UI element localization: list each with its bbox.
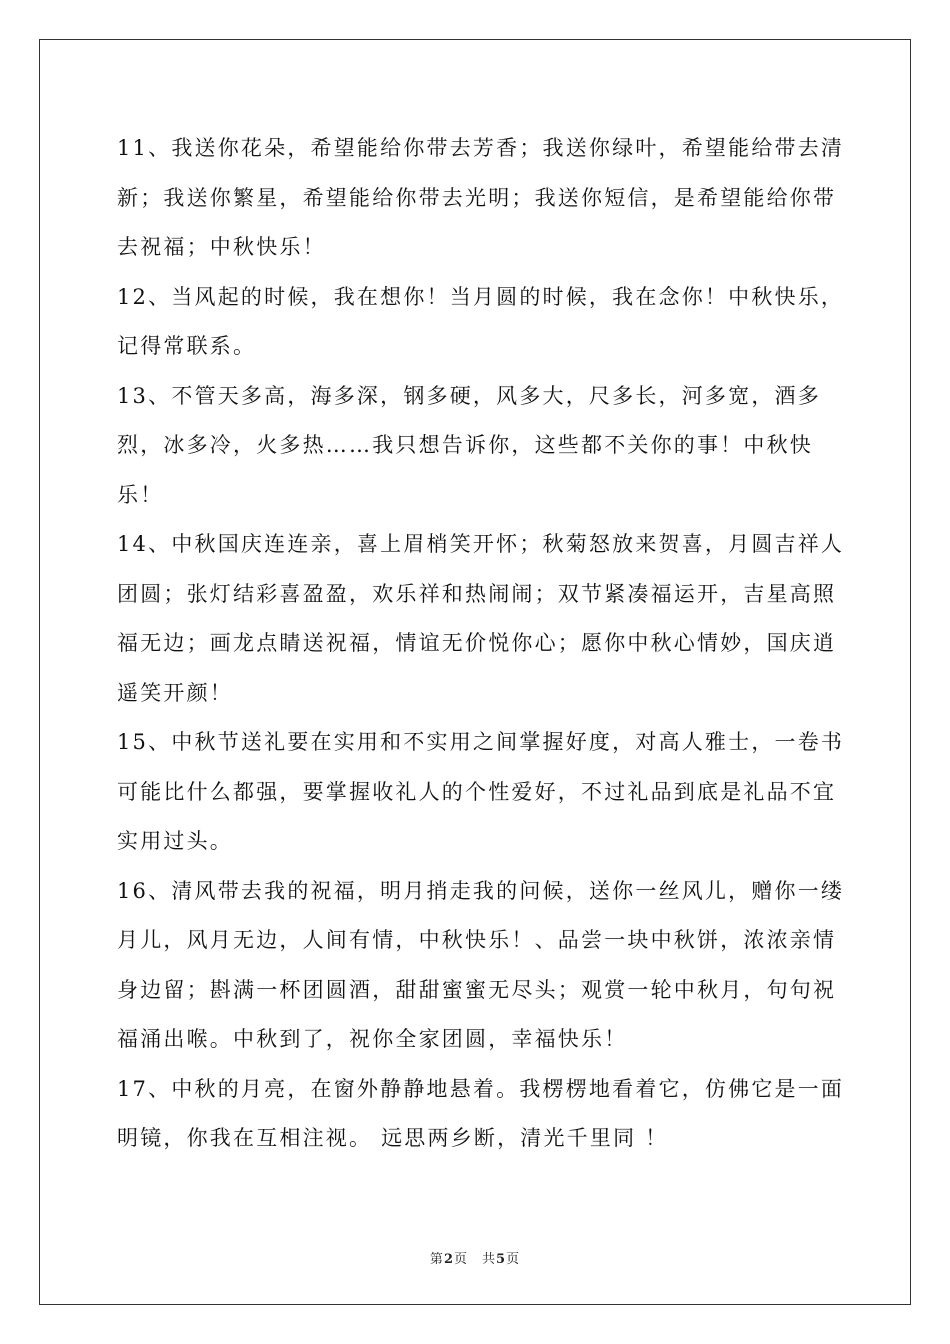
- total-suffix: 页: [506, 1252, 521, 1267]
- page-prefix: 第: [429, 1252, 444, 1267]
- page-footer: [0, 1248, 950, 1267]
- current-page-number: 2: [443, 1252, 454, 1267]
- document-body: [117, 124, 852, 1164]
- paragraph-14: 14、中秋国庆连连亲，喜上眉梢笑开怀；秋菊怒放来贺喜，月圆吉祥人团圆；张灯结彩喜盈盈，欢乐祥和热闹闹；双节紧凑福运开，吉星高照福无边；画龙点睛送祝福，情谊无价悦你心；愿你中秋心情妙，国庆逍遥笑开颜！: [117, 532, 845, 705]
- paragraph-11: 11、我送你花朵，希望能给你带去芳香；我送你绿叶，希望能给带去清新；我送你繁星，希望能给你带去光明；我送你短信，是希望能给你带去祝福；中秋快乐！: [117, 136, 845, 259]
- total-page-number: 5: [496, 1252, 507, 1267]
- paragraph-15: 15、中秋节送礼要在实用和不实用之间掌握好度，对高人雅士，一卷书可能比什么都强，要掌握收礼人的个性爱好，不过礼品到底是礼品不宜实用过头。: [117, 730, 845, 853]
- paragraph-12: 12、当风起的时候，我在想你！当月圆的时候，我在念你！中秋快乐，记得常联系。: [117, 284, 845, 358]
- paragraph-13: 13、不管天多高，海多深，钢多硬，风多大，尺多长，河多宽，酒多烈，冰多冷，火多热……我只想告诉你，这些都不关你的事！中秋快乐！: [117, 383, 821, 507]
- paragraph-16: 16、清风带去我的祝福，明月捎走我的问候，送你一丝风儿，赠你一缕月儿，风月无边，人间有情，中秋快乐！、品尝一块中秋饼，浓浓亲情身边留；斟满一杯团圆酒，甜甜蜜蜜无尽头；观赏一轮中秋月，句句祝福涌出喉。中秋到了，祝你全家团圆，幸福快乐！: [117, 878, 845, 1051]
- total-prefix: 共: [482, 1252, 497, 1267]
- paragraph-17: 17、中秋的月亮，在窗外静静地悬着。我楞楞地看着它，仿佛它是一面明镜，你我在互相注视。 远思两乡断，清光千里同 ！: [117, 1076, 845, 1150]
- page-suffix: 页: [453, 1252, 468, 1267]
